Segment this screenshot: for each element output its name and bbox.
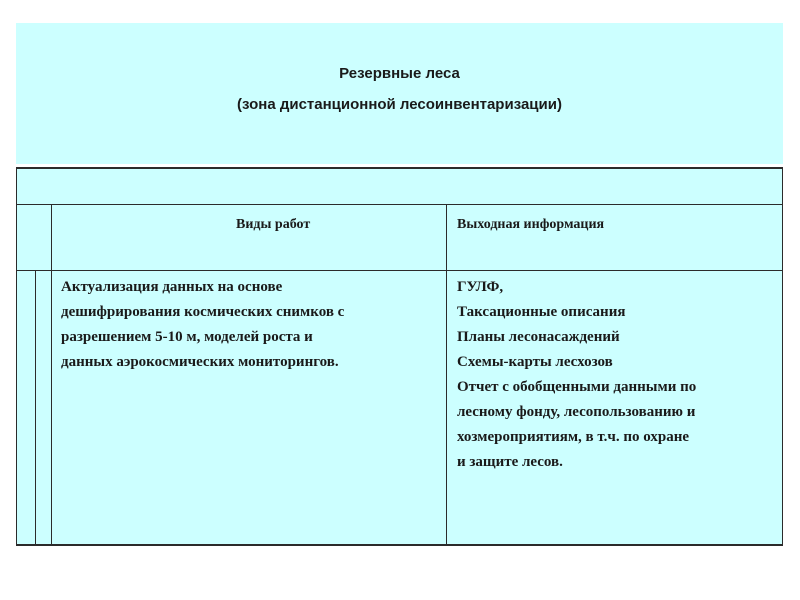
column-header-work-types: Виды работ	[236, 217, 311, 232]
narrow-column-divider	[35, 270, 36, 546]
text-line: хозмероприятиям, в т.ч. по охране	[457, 429, 690, 445]
text-line: данных аэрокосмических мониторингов.	[61, 354, 339, 370]
text-line: Отчет с обобщенными данными по	[457, 379, 697, 395]
text-line: разрешением 5-10 м, моделей роста и	[61, 329, 313, 345]
text-line: и защите лесов.	[457, 454, 563, 470]
work-types-cell	[61, 275, 441, 375]
table-top-border	[16, 167, 783, 169]
page-title: Резервные леса	[339, 65, 460, 82]
narrow-column-divider	[51, 204, 52, 546]
column-header-output-info: Выходная информация	[457, 217, 605, 232]
text-line: Таксационные описания	[457, 304, 626, 320]
table-right-border	[782, 167, 783, 546]
text-line: ГУЛФ,	[457, 279, 504, 295]
works-table	[16, 167, 783, 546]
table-row-divider	[16, 204, 783, 205]
text-line: Планы лесонасаждений	[457, 329, 620, 345]
table-row-divider	[16, 270, 783, 271]
page-subtitle: (зона дистанционной лесоинвентаризации)	[237, 96, 562, 113]
column-divider	[446, 204, 447, 546]
text-line: Актуализация данных на основе	[61, 279, 283, 295]
text-line: Схемы-карты лесхозов	[457, 354, 613, 370]
title-panel	[16, 23, 783, 164]
output-info-cell	[457, 275, 777, 475]
table-bottom-border	[16, 544, 783, 546]
table-left-border	[16, 167, 17, 546]
text-line: дешифрирования космических снимков с	[61, 304, 345, 320]
text-line: лесному фонду, лесопользованию и	[457, 404, 696, 420]
